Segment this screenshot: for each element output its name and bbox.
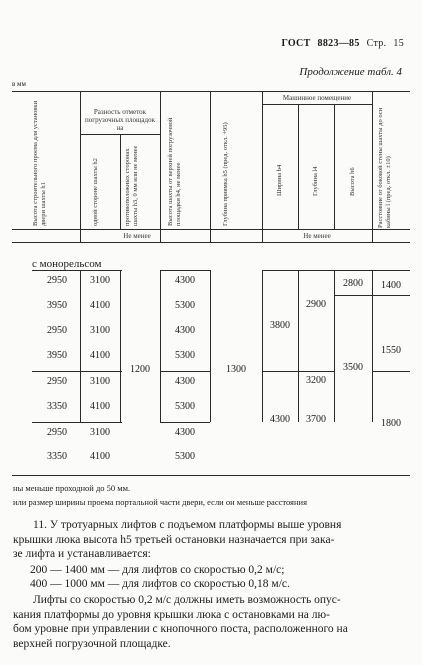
cell-h1: 2950: [47, 427, 67, 438]
body-rule-top-right: [262, 270, 410, 271]
cell-h2: 3100: [90, 376, 110, 387]
body-vline-6: [298, 270, 299, 422]
hdr-vline-6: [298, 104, 299, 229]
cell-h4: 5300: [175, 451, 195, 462]
text-line: 11. У тротуарных лифтов с подъемом платформы выше уровня: [33, 519, 342, 531]
cell-h1: 3350: [47, 451, 67, 462]
cell-h1: 2950: [47, 376, 67, 387]
cell-h1: 3950: [47, 350, 67, 361]
text-line: крышки люка высота h5 третьей остановки назначается при зака-: [13, 533, 335, 546]
hdr-distance: Расстояние от боковой стены шахты до оси кабины l (пред. откл. ±10): [377, 107, 392, 228]
text-line: зе лифта и устанавливается:: [13, 548, 151, 560]
list-item: 200 — 1400 мм — для лифтов со скоростью 0,2 м/с;: [30, 564, 285, 576]
cell-l-b: 1550: [381, 345, 401, 356]
hdr-vline-1: [80, 91, 81, 242]
hdr-pit-depth: Глубина приямка h5 (пред. откл. +95): [222, 122, 229, 226]
cell-l-a: 1400: [381, 280, 401, 291]
body-rule-dist-1: [372, 295, 410, 296]
cell-h4: 4300: [175, 275, 195, 286]
cell-h6-a: 2800: [343, 278, 363, 289]
unit-label: в мм: [12, 80, 26, 88]
body-rule-l4: [298, 371, 334, 372]
gost-label: ГОСТ: [281, 38, 311, 49]
cell-l4-b: 3200: [306, 375, 326, 386]
cell-h4: 5300: [175, 401, 195, 412]
hdr-vline-2: [120, 134, 121, 229]
cell-h4: 4300: [175, 325, 195, 336]
cell-l4-c: 3700: [306, 414, 326, 425]
hdr-machine-room: Машинное помещение: [282, 94, 352, 102]
footnote-line: ны меньше проходной до 50 мм.: [13, 483, 131, 493]
hdr-not-less: Не менее: [123, 232, 151, 240]
cell-h2: 4100: [90, 451, 110, 462]
body-rule-b4: [262, 371, 298, 372]
hdr-opposite-sides: противоположных сторонах шахты h3, 0 мм или не менее: [124, 145, 139, 226]
list-item: 400 — 1000 мм — для лифтов со скоростью 0,18 м/с.: [30, 578, 290, 590]
hdr-not-less-2: Не менее: [303, 232, 331, 240]
hdr-width: Ширина b4: [276, 164, 283, 196]
cell-h4: 5300: [175, 300, 195, 311]
text-line: кания платформы до уровня крышки люка с остановками на лю-: [13, 608, 330, 621]
hdr-shaft-opening-height: Высота строительного проема для установки двери шахты h1: [32, 100, 47, 226]
body-vline-4: [210, 270, 211, 422]
hdr-height: Высота h6: [349, 167, 356, 196]
hdr-one-side: одной стороне шахты h2: [92, 158, 99, 226]
cell-h2: 4100: [90, 300, 110, 311]
cell-l4-a: 2900: [306, 299, 326, 310]
cell-h4: 4300: [175, 427, 195, 438]
header-not-less-rule: [12, 229, 410, 230]
body-rule-bottom-left: [32, 422, 122, 423]
cell-h2: 4100: [90, 350, 110, 361]
cell-h2: 3100: [90, 325, 110, 336]
hdr-shaft-height-above: Высота шахты от верхней погрузочной площадки h4, не менее: [167, 117, 182, 226]
paragraph-speed: [13, 593, 404, 651]
header-top-rule: [12, 91, 410, 92]
table-bottom-rule: [12, 475, 410, 476]
cell-h5-merged: 1300: [226, 364, 246, 375]
standard-number: 8823—85: [317, 38, 360, 49]
cell-l-c: 1800: [381, 418, 401, 429]
hdr-vline-5: [262, 91, 263, 242]
body-vline-5: [262, 270, 263, 422]
hdr-vline-8: [372, 91, 373, 242]
cell-h4: 5300: [175, 350, 195, 361]
cell-h2: 4100: [90, 401, 110, 412]
hdr-depth: Глубина l4: [312, 166, 319, 196]
hdr-vline-3: [160, 91, 161, 242]
header-bottom-rule: [12, 242, 410, 243]
body-rule-mid-h4: [160, 371, 210, 372]
hdr-vline-7: [334, 104, 335, 229]
table-continuation: Продолжение табл. 4: [299, 66, 402, 78]
cell-h4: 4300: [175, 376, 195, 387]
body-vline-3: [160, 270, 161, 422]
group-rule-machine: [262, 104, 372, 105]
footnote-line: или размер ширины проема портальной части двери, если он меньше расстояния: [13, 497, 307, 507]
page-label: Стр.: [366, 38, 387, 49]
cell-h2: 3100: [90, 427, 110, 438]
cell-h1: 3350: [47, 401, 67, 412]
text-line: Лифты со скоростью 0,2 м/с должны иметь возможность опус-: [33, 594, 341, 606]
page-header: [274, 38, 404, 49]
cell-h1: 2950: [47, 325, 67, 336]
body-vline-7: [334, 270, 335, 422]
body-rule-top-left: [32, 270, 122, 271]
cell-h1: 3950: [47, 300, 67, 311]
table-subheading: с монорельсом: [32, 258, 102, 270]
paragraph-11: [13, 518, 404, 562]
body-vline-1: [80, 270, 81, 422]
cell-h1: 2950: [47, 275, 67, 286]
cell-h6-b: 3500: [343, 362, 363, 373]
text-line: верхней погрузочной площадке.: [13, 637, 171, 650]
page-number: 15: [393, 38, 404, 49]
body-rule-h6: [334, 295, 372, 296]
cell-h3-merged: 1200: [130, 364, 150, 375]
body-rule-mid-left: [32, 371, 122, 372]
text-line: бом уровне при управлении с кнопочного поста, расположенного на: [13, 623, 348, 635]
body-rule-bottom-h4: [160, 422, 210, 423]
body-vline-2: [120, 270, 121, 422]
body-rule-dist-2: [372, 371, 410, 372]
cell-h2: 3100: [90, 275, 110, 286]
cell-b4-b: 4300: [270, 414, 290, 425]
body-rule-top-h4: [160, 270, 210, 271]
hdr-level-diff-group: Разность отметок погрузочных площадок на: [85, 108, 155, 132]
hdr-vline-4: [210, 91, 211, 242]
cell-b4-a: 3800: [270, 320, 290, 331]
